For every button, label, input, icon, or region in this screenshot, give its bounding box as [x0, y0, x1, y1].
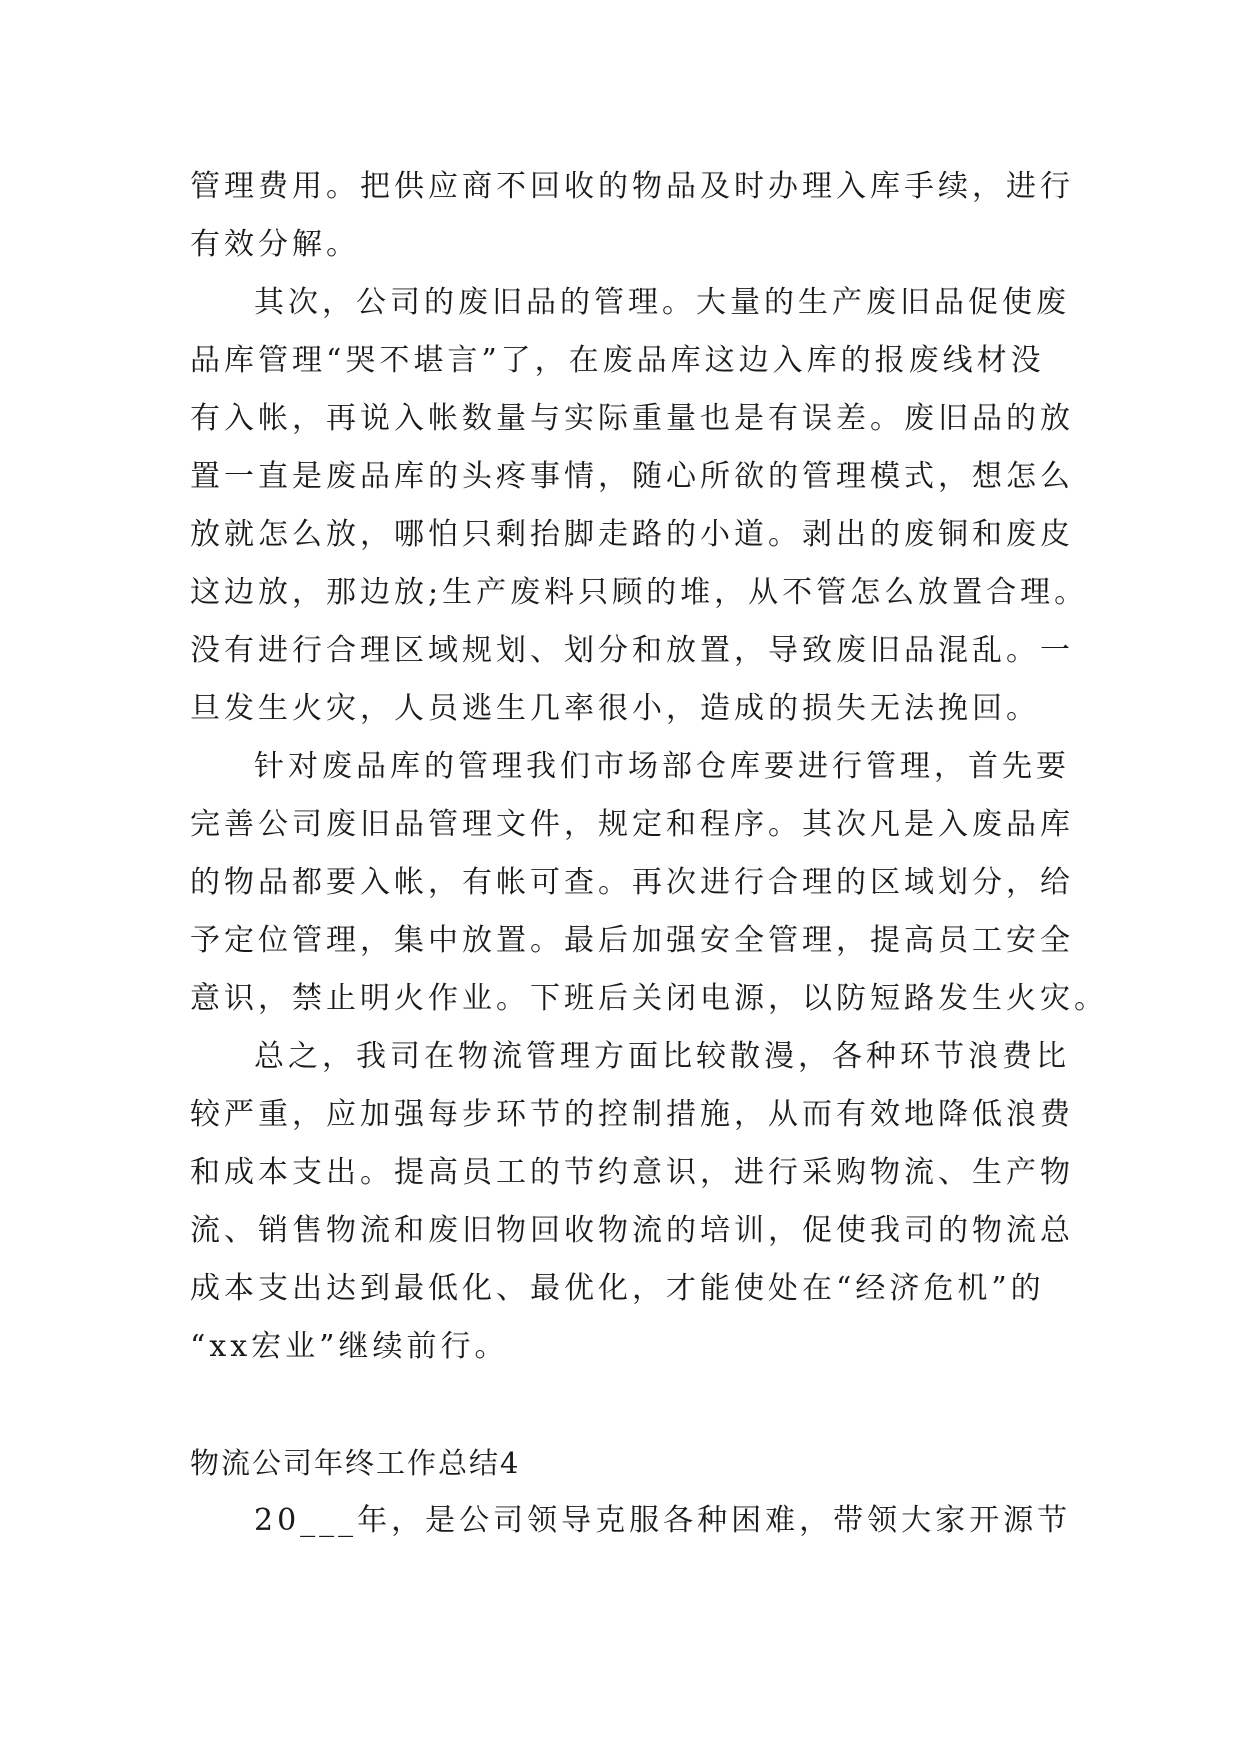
section-heading: 物流公司年终工作总结4 [190, 1446, 521, 1480]
text-line: 放就怎么放，哪怕只剩抬脚走路的小道。剥出的废铜和废皮 [190, 517, 1074, 552]
text-line: 完善公司废旧品管理文件，规定和程序。其次凡是入废品库 [190, 807, 1074, 842]
paragraph-continued [190, 158, 1074, 274]
text-line: 置一直是废品库的头疼事情，随心所欲的管理模式，想怎么 [190, 459, 1074, 494]
text-line: 意识，禁止明火作业。下班后关闭电源，以防短路发生火灾。 [190, 981, 1108, 1016]
text-line: 品库管理“哭不堪言”了，在废品库这边入库的报废线材没 [190, 343, 1045, 378]
text-line: 成本支出达到最低化、最优化，才能使处在“经济危机”的 [190, 1271, 1045, 1306]
text-line: 其次，公司的废旧品的管理。大量的生产废旧品促使废 [254, 285, 1070, 320]
text-line: 针对废品库的管理我们市场部仓库要进行管理，首先要 [254, 749, 1070, 784]
text-line: 20___年，是公司领导克服各种困难，带领大家开源节 [254, 1503, 1072, 1538]
text-line: 没有进行合理区域规划、划分和放置，导致废旧品混乱。一 [190, 633, 1074, 668]
paragraph-countermeasures [190, 738, 1108, 1028]
text-line: 的物品都要入帐，有帐可查。再次进行合理的区域划分，给 [190, 865, 1074, 900]
spacer [190, 1376, 1070, 1434]
text-line: “xx宏业”继续前行。 [190, 1329, 509, 1364]
text-line: 较严重，应加强每步环节的控制措施，从而有效地降低浪费 [190, 1097, 1074, 1132]
text-line: 予定位管理，集中放置。最后加强安全管理，提高员工安全 [190, 923, 1074, 958]
paragraph-summary [190, 1028, 1074, 1376]
text-line: 总之，我司在物流管理方面比较散漫，各种环节浪费比 [254, 1039, 1070, 1074]
paragraph-next-section [190, 1492, 1070, 1550]
text-line: 和成本支出。提高员工的节约意识，进行采购物流、生产物 [190, 1155, 1074, 1190]
text-line: 有入帐，再说入帐数量与实际重量也是有误差。废旧品的放 [190, 401, 1074, 436]
document-body [190, 158, 1108, 1550]
text-line: 流、销售物流和废旧物回收物流的培训，促使我司的物流总 [190, 1213, 1074, 1248]
paragraph-waste-management [190, 274, 1089, 738]
text-line: 管理费用。把供应商不回收的物品及时办理入库手续，进行 [190, 169, 1074, 204]
text-line: 旦发生火灾，人员逃生几率很小，造成的损失无法挽回。 [190, 691, 1040, 726]
text-line: 有效分解。 [190, 227, 360, 262]
text-line: 这边放，那边放;生产废料只顾的堆，从不管怎么放置合理。 [190, 575, 1089, 610]
